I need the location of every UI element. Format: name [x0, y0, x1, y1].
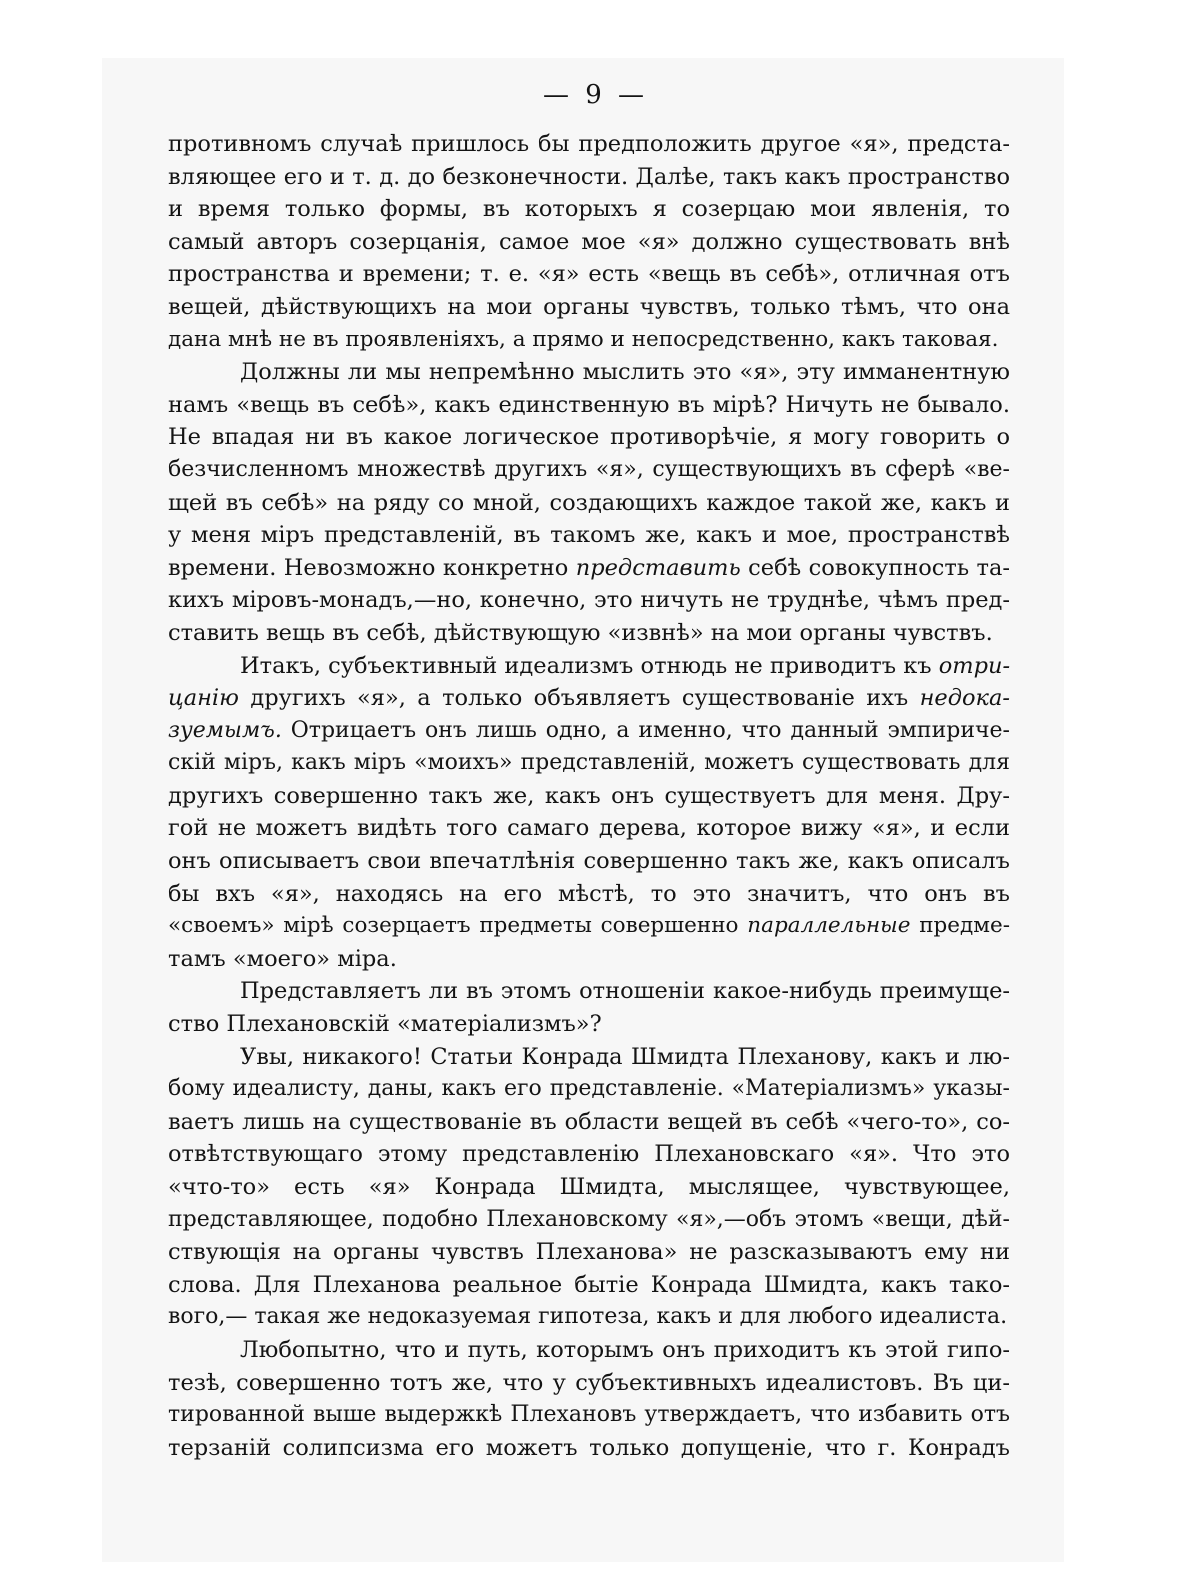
text-run: Отрицаетъ онъ лишь одно, а именно, что данный эмпириче-: [290, 717, 1010, 743]
text-run: предме-: [919, 913, 1010, 939]
text-line: кихъ міровъ-монадъ,—но, конечно, это ничуть не труднѣе, чѣмъ пред-: [168, 587, 1010, 614]
body-text: [168, 128, 1010, 1464]
text-line: скій міръ, какъ міръ «моихъ» представленій, можетъ существовать для: [168, 750, 1010, 776]
text-line: намъ «вещь въ себѣ», какъ единственную въ мірѣ? Ничуть не бывало.: [168, 391, 1010, 418]
text-line: [168, 650, 1010, 683]
text-line: бы вхъ «я», находясь на его мѣстѣ, то это значитъ, что онъ въ: [168, 880, 1010, 907]
text-line: щей въ себѣ» на ряду со мной, создающихъ каждое такой же, какъ и: [168, 489, 1010, 516]
text-line: Любопытно, что и путь, которымъ онъ приходитъ къ этой гипо-: [240, 1336, 1010, 1363]
text-run: Итакъ, субъективный идеализмъ отнюдь не приводитъ къ: [240, 652, 932, 679]
italic-run: цанію: [168, 685, 239, 712]
text-line: онъ описываетъ свои впечатлѣнія совершенно такъ же, какъ описалъ: [168, 848, 1010, 875]
text-line: терзаній солипсизма его можетъ только допущеніе, что г. Конрадъ: [168, 1434, 1010, 1461]
text-run: времени. Невозможно конкретно: [168, 554, 569, 581]
text-line: «что-то» есть «я» Конрада Шмидта, мыслящее, чувствующее,: [168, 1174, 1010, 1200]
text-line: вого,— такая же недоказуемая гипотеза, какъ и для любого идеалиста.: [168, 1304, 1008, 1330]
text-line: дана мнѣ не въ проявленіяхъ, а прямо и непосредственно, какъ таковая.: [168, 326, 999, 352]
text-line: пространства и времени; т. е. «я» есть «вещь въ себѣ», отличная отъ: [168, 261, 1010, 288]
text-line: ставить вещь въ себѣ, дѣйствующую «извнѣ» на мои органы чувствъ.: [168, 619, 993, 646]
text-line: представляющее, подобно Плехановскому «я»,—объ этомъ «вещи, дѣй-: [168, 1206, 1010, 1232]
text-line: слова. Для Плеханова реальное бытіе Конрада Шмидта, какъ тако-: [168, 1271, 1010, 1298]
text-run: «своемъ» мірѣ созерцаетъ предметы совершенно: [168, 913, 739, 939]
text-line: противномъ случаѣ пришлось бы предположить другое «я», предста-: [168, 131, 1010, 157]
italic-run: недока-: [919, 685, 1011, 712]
italic-run: представить: [575, 554, 741, 581]
page-number: — 9 —: [542, 80, 649, 110]
text-line: тезѣ, совершенно тотъ же, что у субъективныхъ идеалистовъ. Въ ци-: [168, 1369, 1010, 1396]
text-line: [168, 552, 1010, 585]
text-line: вещей, дѣйствующихъ на мои органы чувствъ, только тѣмъ, что она: [168, 293, 1010, 320]
text-run: другихъ «я», а только объявляетъ существованіе ихъ: [250, 685, 909, 712]
text-line: Увы, никакого! Статьи Конрада Шмидта Плеханову, какъ и лю-: [240, 1043, 1010, 1070]
text-line: ство Плехановскій «матеріализмъ»?: [168, 1011, 602, 1038]
text-line: [168, 910, 1010, 943]
italic-run: зуемымъ.: [168, 717, 282, 743]
text-line: ствующія на органы чувствъ Плеханова» не разсказываютъ ему ни: [168, 1239, 1010, 1266]
text-line: отвѣтствующаго этому представленію Плехановскаго «я». Что это: [168, 1141, 1010, 1168]
text-line: ваетъ лишь на существованіе въ области вещей въ себѣ «чего-то», со-: [168, 1108, 1010, 1135]
text-line: бому идеалисту, даны, какъ его представленіе. «Матеріализмъ» указы-: [168, 1076, 1010, 1102]
text-line: другихъ совершенно такъ же, какъ онъ существуетъ для меня. Дру-: [168, 782, 1010, 809]
text-line: и время только формы, въ которыхъ я созерцаю мои явленія, то: [168, 196, 1010, 223]
text-line: Должны ли мы непремѣнно мыслить это «я», эту имманентную: [240, 359, 1010, 386]
text-line: безчисленномъ множествѣ другихъ «я», существующихъ въ сферѣ «ве-: [168, 456, 1010, 482]
text-line: [168, 715, 1010, 748]
italic-run: отри-: [938, 652, 1011, 679]
text-line: вляющее его и т. д. до безконечности. Далѣе, такъ какъ пространство: [168, 163, 1010, 190]
text-line: гой не можетъ видѣть того самаго дерева, которое вижу «я», и если: [168, 815, 1010, 842]
text-line: у меня міръ представленій, въ такомъ же, какъ и мое, пространствѣ: [168, 522, 1010, 549]
text-run: себѣ совокупность та-: [748, 554, 1010, 581]
text-line: Представляетъ ли въ этомъ отношеніи какое-нибудь преимуще-: [240, 978, 1010, 1005]
text-line: тированной выше выдержкѣ Плехановъ утверждаетъ, что избавить отъ: [168, 1402, 1010, 1428]
text-line: Не впадая ни въ какое логическое противорѣчіе, я могу говорить о: [168, 424, 1010, 451]
text-line: тамъ «моего» міра.: [168, 945, 397, 972]
text-line: [168, 682, 1010, 715]
text-line: самый авторъ созерцанія, самое мое «я» должно существовать внѣ: [168, 228, 1010, 255]
italic-run: параллельные: [747, 913, 911, 939]
